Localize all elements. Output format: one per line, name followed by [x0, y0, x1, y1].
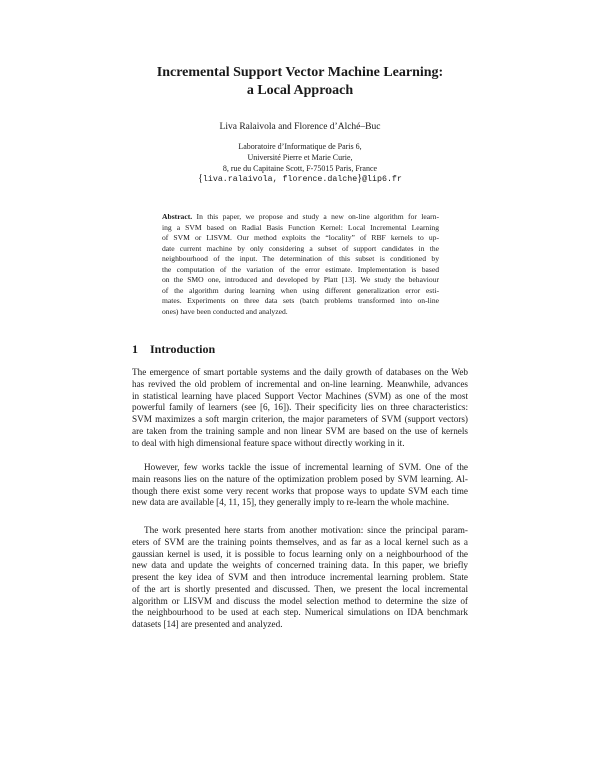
section-number: 1: [132, 342, 138, 356]
paragraph-line: in statistical learning have placed Support Vector Machines (SVM) as one of the most: [132, 390, 468, 401]
paragraph-line: powerful family of learners (see [6, 16]). Their specificity lies on three characteristics:: [132, 402, 468, 413]
abstract-line: date current machine by only considering a subset of support candidates in the: [162, 243, 439, 253]
abstract-line: the computation of the variation of the error estimate. Implementation is based: [162, 264, 439, 274]
affiliation-address: 8, rue du Capitaine Scott, F-75015 Paris, France: [222, 163, 378, 173]
paragraph-line: new data and update the weights of concerned training data. In this paper, we briefly: [132, 560, 468, 571]
abstract: [162, 212, 439, 317]
affiliation-lab: Laboratoire d’Informatique de Paris 6,: [238, 142, 362, 151]
email-domain: @lip6.fr: [362, 175, 402, 185]
paragraph-line: datasets [14] are presented and analyzed.: [132, 619, 283, 629]
paragraph-line: The emergence of smart portable systems and the daily growth of databases on the Web: [132, 367, 468, 377]
paper-title-line-1: Incremental Support Vector Machine Learning:: [156, 65, 444, 80]
authors: Liva Ralaivola and Florence d’Alché–Buc: [219, 122, 381, 132]
paragraph-line: main reasons lies on the nature of the optimization problem posed by SVM learning. Al-: [132, 473, 468, 484]
intro-paragraph-1: [132, 367, 468, 449]
paragraph-line: has revived the old problem of incremental and on-line learning. Meanwhile, advances: [132, 378, 468, 389]
section-heading-introduction: [132, 342, 215, 357]
paragraph-line: The work presented here starts from another motivation: since the principal param-: [144, 525, 468, 535]
paragraph-line: though there exist some very recent works that propose ways to update SVM each time: [132, 485, 468, 496]
paragraph-line: gaussian kernel is used, it is possible to focus learning only on a neighbourhood of the: [132, 548, 468, 559]
intro-paragraph-3: [132, 525, 468, 631]
abstract-line: of SVM or LISVM. Our method exploits the “locality” of RBF kernels to up-: [162, 233, 439, 243]
section-title: Introduction: [150, 342, 216, 356]
abstract-label: Abstract.: [162, 212, 193, 221]
abstract-line: neighbourhood of the input. The determination of this subset is conditioned by: [162, 254, 439, 264]
abstract-line: of the algorithm during learning when using different generalization error esti-: [162, 285, 439, 295]
paragraph-line: However, few works tackle the issue of incremental learning of SVM. One of the: [144, 462, 468, 472]
paragraph-line: present the key idea of SVM and then introduce incremental learning problem. State: [132, 572, 468, 582]
affiliation-university: Université Pierre et Marie Curie,: [247, 152, 353, 162]
paper-title-line-2: a Local Approach: [246, 83, 354, 98]
paragraph-line: of the art is shortly presented and discussed. Then, we present the local incremental: [132, 583, 468, 594]
email-names: liva.ralaivola, florence.dalche: [202, 175, 358, 185]
email-open-brace: {: [198, 173, 203, 185]
abstract-line: ing a SVM based on Radial Basis Function Kernel: Local Incremental Learning: [162, 222, 439, 232]
abstract-line: Abstract. In this paper, we propose and study a new on-line algorithm for learn-: [162, 212, 439, 221]
affiliation: [0, 142, 600, 186]
abstract-line: ones) have been conducted and analyzed.: [162, 306, 288, 316]
paragraph-line: eters of SVM are the training points themselves, and as far as a local kernel such as a: [132, 536, 468, 547]
paragraph-line: to deal with high dimensional feature space without directly working in it.: [132, 437, 405, 448]
paragraph-line: the neighbourhood to be used at each step. Numerical simulations on IDA benchmark: [132, 607, 468, 618]
abstract-line: mates. Experiments on three data sets (batch problems transformed into on-line: [162, 296, 439, 306]
intro-paragraph-2: [132, 462, 468, 509]
paragraph-line: new data are available [4, 11, 15], they generally imply to re-learn the whole machine.: [132, 497, 450, 508]
abstract-line: on the SMO one, introduced and developed by Platt [13]. We study the behaviour: [162, 275, 439, 285]
paragraph-line: are taken from the training sample and non linear SVM are based on the use of kernels: [132, 425, 468, 436]
affiliation-email: [0, 174, 600, 186]
paragraph-line: SVM maximizes a soft margin criterion, the major parameters of SVM (support vectors): [132, 414, 468, 424]
paragraph-line: algorithm or LISVM and discuss the model selection method to determine the size of: [132, 595, 468, 606]
email-close-brace: }: [357, 173, 363, 185]
